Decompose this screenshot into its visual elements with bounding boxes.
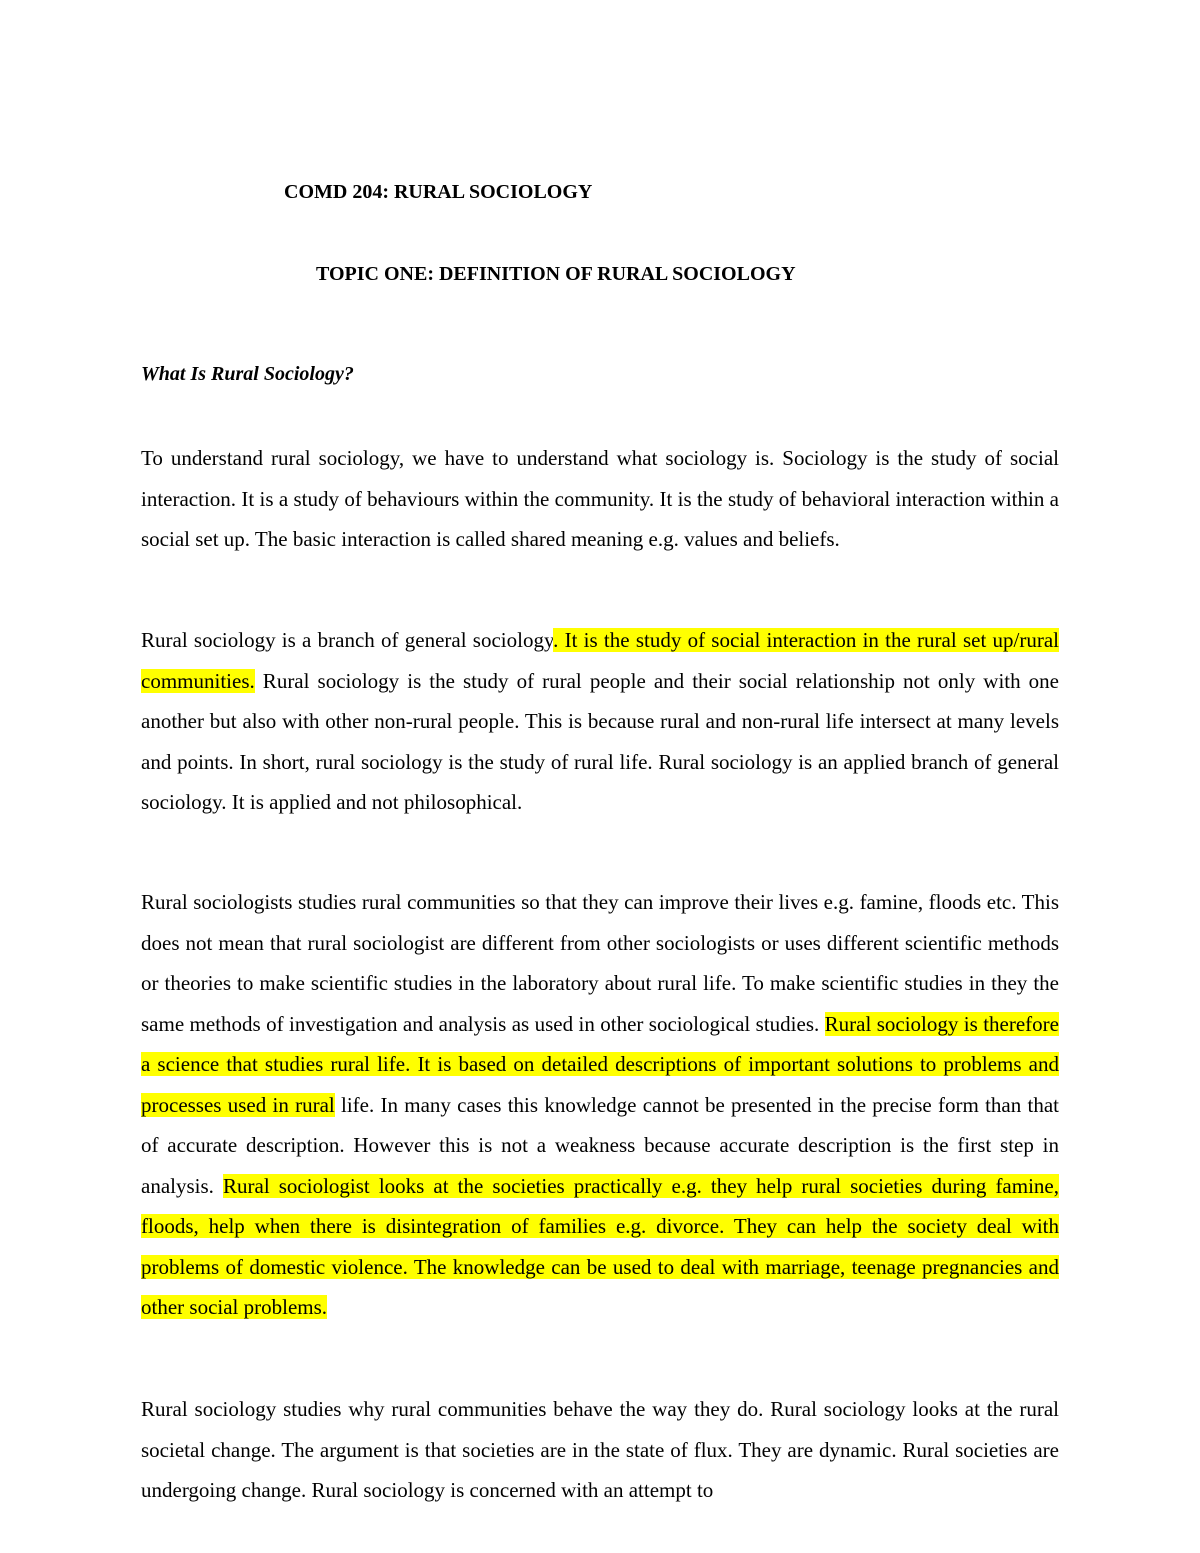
paragraph-text: Rural sociology is the study of rural people and their social relationship not only with one another but also with other non-rural people. This is because rural and non-rural life intersect at many levels and points. In short, rural sociology is the study of rural life. Rural sociology is an applied branch of general sociology. It is applied and not philosophical.: [141, 668, 1059, 814]
paragraph-text: To understand rural sociology, we have to understand what sociology is. Sociology is the study of social interaction. It is a study of behaviours within the community. It is the study of behavioral interaction within a social set up. The basic interaction is called shared meaning e.g. values and beliefs.: [141, 446, 1059, 551]
paragraph-4: [141, 1389, 1059, 1511]
topic-heading: TOPIC ONE: DEFINITION OF RURAL SOCIOLOGY: [316, 263, 796, 285]
highlighted-text: Rural sociology is therefore a science that studies rural life. It is based on detailed descriptions of important solutions to problems and processes used in rural: [141, 1011, 1059, 1117]
paragraph-text: life. In many cases this knowledge cannot be presented in the precise form than that of accurate description. However this is not a weakness because accurate description is the first step in analysis.: [141, 1092, 1059, 1198]
paragraph-text: Rural sociology is a branch of general sociology: [141, 628, 554, 652]
paragraph-2: [141, 620, 1059, 823]
paragraph-3: [141, 882, 1059, 1328]
paragraph-1: [141, 438, 1059, 560]
paragraph-text: Rural sociologists studies rural communities so that they can improve their lives e.g. famine, floods etc. This does not mean that rural sociologist are different from other sociologists or uses different scientific methods or theories to make scientific studies in the laboratory about rural life. To make scientific studies in they the same methods of investigation and analysis as used in other sociological studies.: [141, 890, 1059, 1036]
paragraph-text: Rural sociology studies why rural communities behave the way they do. Rural sociology looks at the rural societal change. The argument is that societies are in the state of flux. They are dynamic. Rural societies are undergoing change. Rural sociology is concerned with an attempt to: [141, 1397, 1059, 1502]
highlighted-text: Rural sociologist looks at the societies practically e.g. they help rural societies during famine, floods, help when there is disintegration of families e.g. divorce. They can help the society deal with problems of domestic violence. The knowledge can be used to deal with marriage, teenage pregnancies and other social problems.: [141, 1173, 1059, 1319]
document-title: COMD 204: RURAL SOCIOLOGY: [284, 181, 593, 203]
highlighted-text: . It is the study of social interaction in the rural set up/rural communities.: [141, 628, 1059, 693]
section-question: What Is Rural Sociology?: [141, 363, 354, 385]
